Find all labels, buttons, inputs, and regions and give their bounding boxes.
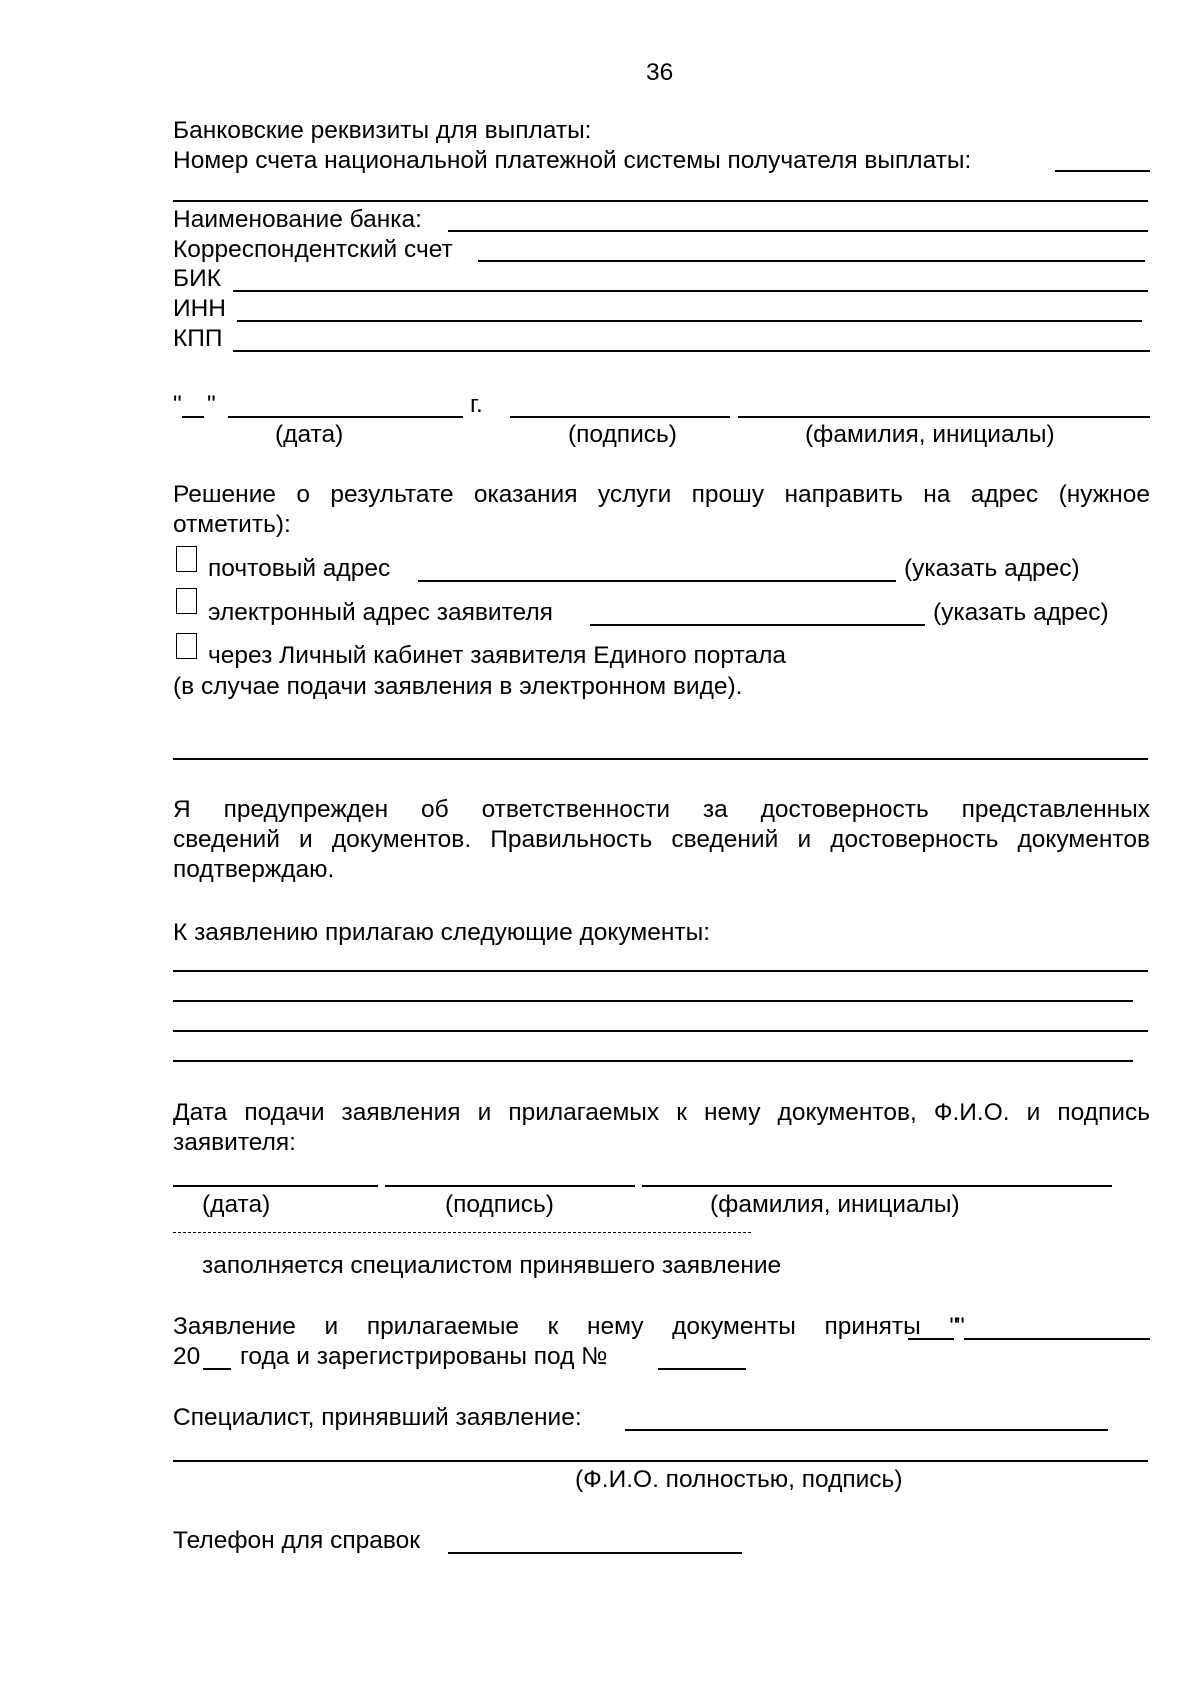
submission-line1: Дата подачи заявления и прилагаемых к нему документов, Ф.И.О. и подпись xyxy=(173,1099,1150,1126)
submission-line2: заявителя: xyxy=(173,1129,296,1156)
inn-label: ИНН xyxy=(173,295,226,322)
phone-field[interactable] xyxy=(448,1552,742,1554)
email-address-label: электронный адрес заявителя xyxy=(208,599,553,626)
warning-line3: подтверждаю. xyxy=(173,856,335,883)
accepted-year-field[interactable] xyxy=(203,1368,231,1370)
signature-field[interactable] xyxy=(510,416,730,418)
decision-paragraph-line2: отметить): xyxy=(173,511,291,538)
specialist-field[interactable] xyxy=(625,1429,1108,1431)
warning-line2: сведений и документов. Правильность сведений и достоверность документов xyxy=(173,826,1150,853)
name-caption: (фамилия, инициалы) xyxy=(805,421,1055,448)
account-number-field[interactable] xyxy=(1055,170,1150,172)
corr-account-label: Корреспондентский счет xyxy=(173,236,453,263)
year-prefix: 20 xyxy=(173,1343,201,1370)
day-field[interactable] xyxy=(182,416,204,418)
personal-cabinet-checkbox[interactable] xyxy=(176,633,197,659)
submission-signature-field[interactable] xyxy=(385,1185,635,1187)
signature-caption: (подпись) xyxy=(568,421,677,448)
email-address-field[interactable] xyxy=(590,624,925,626)
postal-address-label: почтовый адрес xyxy=(208,555,391,582)
month-field[interactable] xyxy=(228,416,463,418)
accepted-day-field[interactable] xyxy=(908,1338,954,1340)
account-number-field-continued[interactable] xyxy=(173,200,1148,202)
attachment-line-3[interactable] xyxy=(173,1030,1148,1032)
attachment-line-1[interactable] xyxy=(173,970,1148,972)
accepted-quote-close: " xyxy=(956,1313,965,1340)
accepted-line2: года и зарегистрированы под № xyxy=(240,1343,608,1370)
bank-details-heading: Банковские реквизиты для выплаты: xyxy=(173,117,592,144)
decision-paragraph-line1: Решение о результате оказания услуги прошу направить на адрес (нужное xyxy=(173,481,1150,508)
attachment-line-4[interactable] xyxy=(173,1060,1133,1062)
warning-line1: Я предупрежден об ответственности за достоверность представленных xyxy=(173,796,1151,823)
kpp-label: КПП xyxy=(173,325,223,352)
name-field[interactable] xyxy=(738,416,1150,418)
specialist-field-continued[interactable] xyxy=(173,1460,1148,1462)
bik-label: БИК xyxy=(173,265,221,292)
bank-name-field[interactable] xyxy=(448,230,1148,232)
separator-line xyxy=(173,758,1148,760)
phone-label: Телефон для справок xyxy=(173,1527,420,1554)
date-quote-close: " xyxy=(207,391,216,418)
dashed-divider xyxy=(173,1232,751,1233)
submission-name-caption: (фамилия, инициалы) xyxy=(710,1191,960,1218)
bank-name-label: Наименование банка: xyxy=(173,206,422,233)
inn-field[interactable] xyxy=(237,320,1142,322)
bik-field[interactable] xyxy=(233,290,1148,292)
postal-address-field[interactable] xyxy=(418,580,896,582)
account-number-label: Номер счета национальной платежной системы получателя выплаты: xyxy=(173,147,972,174)
submission-name-field[interactable] xyxy=(642,1185,1112,1187)
submission-signature-caption: (подпись) xyxy=(445,1191,554,1218)
accepted-month-field[interactable] xyxy=(964,1338,1150,1340)
email-address-hint: (указать адрес) xyxy=(933,599,1109,626)
kpp-field[interactable] xyxy=(233,350,1150,352)
page-number: 36 xyxy=(646,59,674,86)
year-suffix: г. xyxy=(470,391,483,418)
personal-cabinet-label: через Личный кабинет заявителя Единого портала xyxy=(208,642,787,669)
accepted-line1: Заявление и прилагаемые к нему документы приняты " xyxy=(173,1313,959,1340)
electronic-note: (в случае подачи заявления в электронном виде). xyxy=(173,673,743,700)
postal-address-hint: (указать адрес) xyxy=(904,555,1080,582)
submission-date-field[interactable] xyxy=(173,1185,378,1187)
attachments-heading: К заявлению прилагаю следующие документы: xyxy=(173,919,711,946)
corr-account-field[interactable] xyxy=(478,260,1145,262)
date-caption: (дата) xyxy=(275,421,344,448)
email-address-checkbox[interactable] xyxy=(176,588,197,614)
specialist-caption: (Ф.И.О. полностью, подпись) xyxy=(575,1466,903,1493)
registration-number-field[interactable] xyxy=(658,1368,746,1370)
attachment-line-2[interactable] xyxy=(173,1000,1133,1002)
postal-address-checkbox[interactable] xyxy=(176,546,197,572)
date-quote-open: " xyxy=(173,391,182,418)
specialist-label: Специалист, принявший заявление: xyxy=(173,1404,582,1431)
specialist-fill-note: заполняется специалистом принявшего заявление xyxy=(202,1252,782,1279)
submission-date-caption: (дата) xyxy=(202,1191,271,1218)
